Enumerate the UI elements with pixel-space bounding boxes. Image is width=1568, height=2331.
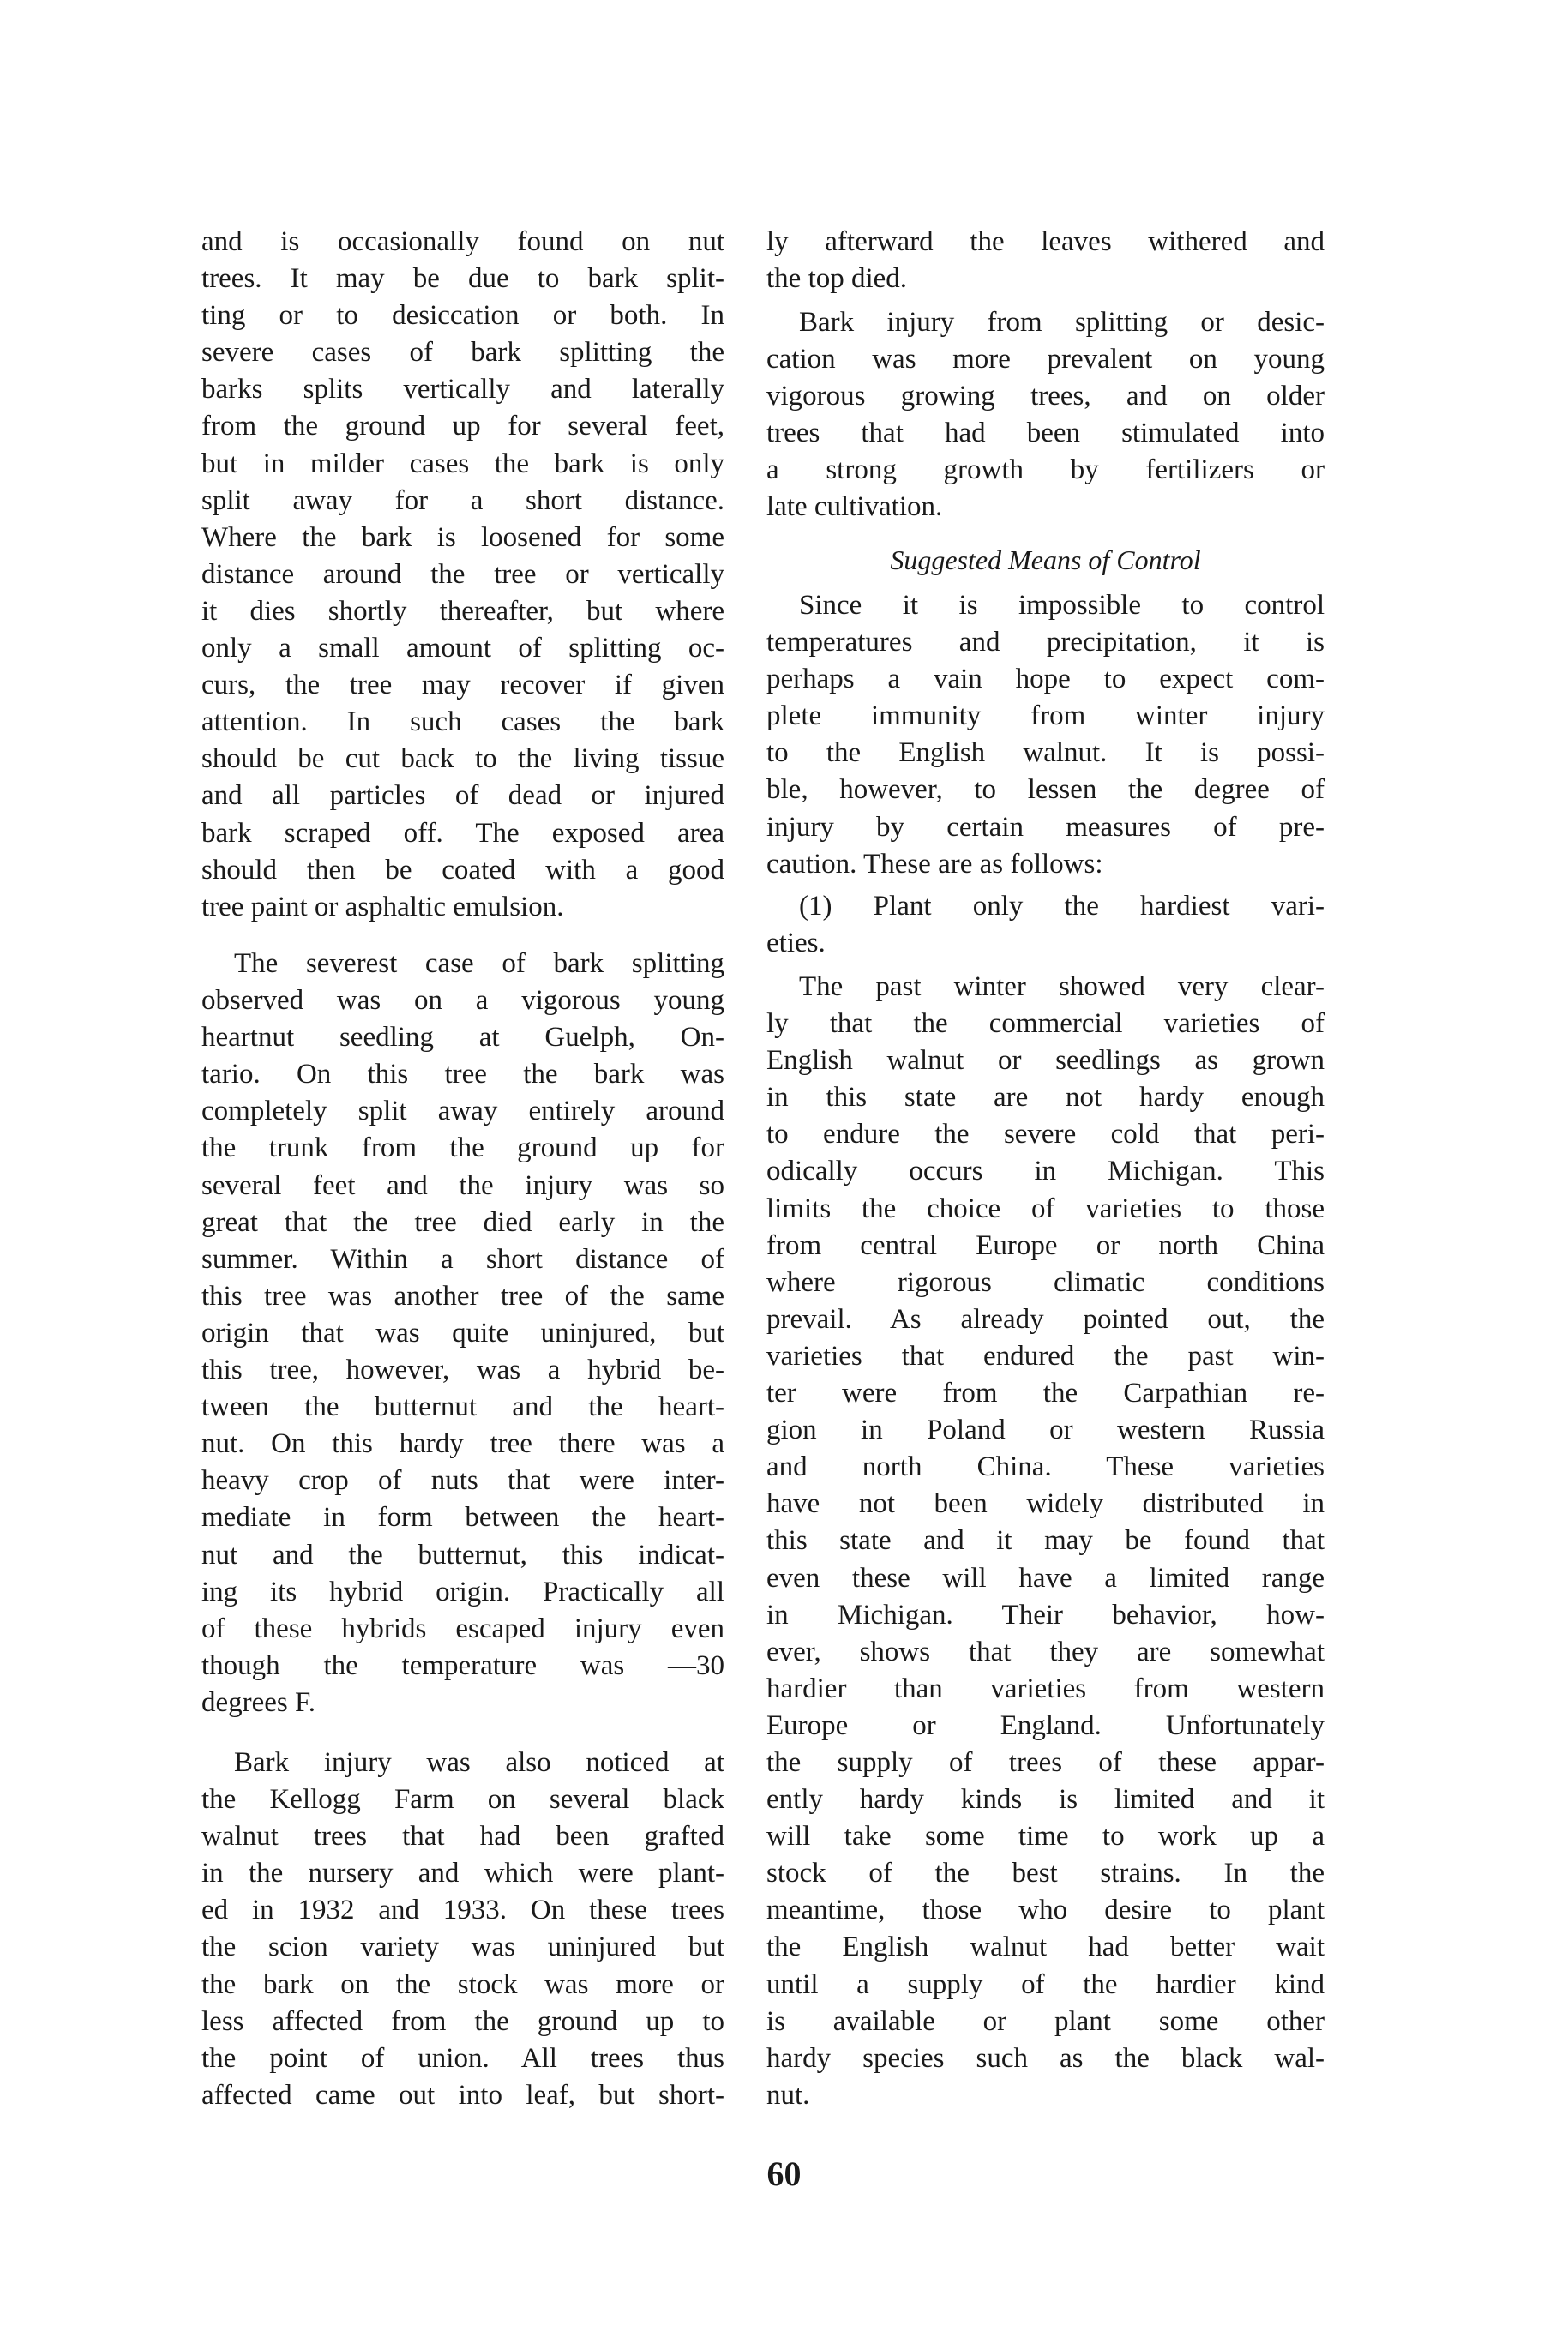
text-line: curs, the tree may recover if given (201, 670, 724, 701)
text-line: injury by certain measures of pre- (766, 811, 1325, 843)
text-line: of these hybrids escaped injury even (201, 1613, 724, 1644)
text-line: Bark injury from splitting or desic- (799, 307, 1325, 338)
text-line: ed in 1932 and 1933. On these trees (201, 1895, 724, 1926)
text-line: hardy species such as the black wal- (766, 2042, 1325, 2074)
text-line: perhaps a vain hope to expect com- (766, 664, 1325, 695)
text-line: from the ground up for several feet, (201, 411, 724, 442)
text-line: this tree was another tree of the same (201, 1280, 724, 1312)
text-line: the top died. (766, 263, 908, 295)
text-line: will take some time to work up a (766, 1821, 1325, 1853)
text-line: ing its hybrid origin. Practically all (201, 1576, 724, 1607)
text-line: barks splits vertically and laterally (201, 374, 724, 406)
text-line: stock of the best strains. In the (766, 1858, 1325, 1889)
text-line: eties. (766, 928, 826, 959)
text-line: observed was on a vigorous young (201, 985, 724, 1017)
page-number: 60 (766, 2154, 802, 2193)
text-line: until a supply of the hardier kind (766, 1968, 1325, 2000)
text-line: trees. It may be due to bark split- (201, 263, 724, 295)
text-line: ter were from the Carpathian re- (766, 1378, 1325, 1409)
text-line: have not been widely distributed in (766, 1488, 1325, 1520)
text-line: great that the tree died early in the (201, 1206, 724, 1238)
text-line: walnut trees that had been grafted (201, 1821, 724, 1853)
text-line: nut. (766, 2079, 810, 2111)
text-line: ble, however, to lessen the degree of (766, 774, 1325, 806)
text-line: and all particles of dead or injured (201, 780, 724, 812)
text-line: the bark on the stock was more or (201, 1968, 724, 2000)
text-line: affected came out into leaf, but short- (201, 2079, 724, 2111)
text-line: nut and the butternut, this indicat- (201, 1539, 724, 1571)
text-line: mediate in form between the heart- (201, 1502, 724, 1534)
text-line: ly afterward the leaves withered and (766, 226, 1325, 257)
text-line: heartnut seedling at Guelph, On- (201, 1022, 724, 1054)
text-line: split away for a short distance. (201, 484, 724, 516)
text-line: vigorous growing trees, and on older (766, 381, 1325, 412)
text-line: varieties that endured the past win- (766, 1340, 1325, 1372)
text-line: ting or to desiccation or both. In (201, 300, 724, 332)
text-line: Since it is impossible to control (799, 590, 1325, 621)
text-line: limits the choice of varieties to those (766, 1193, 1325, 1224)
text-line: late cultivation. (766, 491, 943, 523)
text-line: (1) Plant only the hardiest vari- (799, 891, 1325, 922)
text-line: in Michigan. Their behavior, how- (766, 1599, 1325, 1631)
paragraph (201, 946, 724, 1721)
text-line: distance around the tree or vertically (201, 558, 724, 590)
text-line: odically occurs in Michigan. This (766, 1156, 1325, 1187)
text-line: Bark injury was also noticed at (234, 1747, 724, 1778)
text-line: though the temperature was —30 (201, 1649, 724, 1681)
text-line: less affected from the ground up to (201, 2005, 724, 2037)
text-line: the point of union. All trees thus (201, 2042, 724, 2074)
text-line: ly that the commercial varieties of (766, 1008, 1325, 1040)
paragraph (766, 224, 1325, 297)
text-line: summer. Within a short distance of (201, 1243, 724, 1275)
text-line: prevail. As already pointed out, the (766, 1303, 1325, 1335)
text-line: hardier than varieties from western (766, 1673, 1325, 1704)
text-line: tario. On this tree the bark was (201, 1059, 724, 1090)
text-line: gion in Poland or western Russia (766, 1415, 1325, 1446)
paragraph (201, 1745, 724, 2114)
text-line: ever, shows that they are somewhat (766, 1636, 1325, 1667)
text-line: the supply of trees of these appar- (766, 1746, 1325, 1778)
text-line: nut. On this hardy tree there was a (201, 1428, 724, 1460)
text-line: several feet and the injury was so (201, 1169, 724, 1201)
section-heading: Suggested Means of Control (890, 544, 1201, 575)
text-line: the Kellogg Farm on several black (201, 1784, 724, 1816)
paragraph (201, 224, 724, 926)
text-line: to the English walnut. It is possi- (766, 737, 1325, 769)
text-line: the trunk from the ground up for (201, 1132, 724, 1164)
text-line: in this state are not hardy enough (766, 1082, 1325, 1114)
text-line: attention. In such cases the bark (201, 706, 724, 738)
text-line: The severest case of bark splitting (234, 948, 724, 979)
text-line: tree paint or asphaltic emulsion. (201, 891, 564, 922)
text-line: tween the butternut and the heart- (201, 1391, 724, 1423)
text-line: this state and it may be found that (766, 1525, 1325, 1557)
text-line: where rigorous climatic conditions (766, 1266, 1325, 1298)
text-line: degrees F. (201, 1686, 315, 1718)
text-line: severe cases of bark splitting the (201, 337, 724, 369)
paragraph (766, 304, 1325, 526)
paragraph (766, 888, 1325, 962)
text-line: but in milder cases the bark is only (201, 448, 724, 479)
text-line: from central Europe or north China (766, 1229, 1325, 1261)
text-line: heavy crop of nuts that were inter- (201, 1465, 724, 1497)
text-line: English walnut or seedlings as grown (766, 1045, 1325, 1077)
text-line: even these will have a limited range (766, 1562, 1325, 1594)
text-line: bark scraped off. The exposed area (201, 817, 724, 849)
text-line: should be cut back to the living tissue (201, 743, 724, 775)
text-line: caution. These are as follows: (766, 848, 1103, 880)
text-line: to endure the severe cold that peri- (766, 1119, 1325, 1150)
paragraph (766, 969, 1325, 2114)
text-line: temperatures and precipitation, it is (766, 627, 1325, 658)
text-line: and is occasionally found on nut (201, 226, 724, 257)
text-line: ently hardy kinds is limited and it (766, 1784, 1325, 1816)
text-line: this tree, however, was a hybrid be- (201, 1355, 724, 1386)
text-line: Where the bark is loosened for some (201, 521, 724, 553)
text-line: The past winter showed very clear- (799, 971, 1325, 1002)
text-line: only a small amount of splitting oc- (201, 633, 724, 664)
paragraph (766, 587, 1325, 883)
text-line: should then be coated with a good (201, 854, 724, 886)
text-line: and north China. These varieties (766, 1451, 1325, 1483)
text-line: the English walnut had better wait (766, 1931, 1325, 1963)
text-line: it dies shortly thereafter, but where (201, 595, 724, 627)
text-line: Europe or England. Unfortunately (766, 1709, 1325, 1741)
text-line: trees that had been stimulated into (766, 418, 1325, 449)
text-line: plete immunity from winter injury (766, 700, 1325, 732)
text-line: completely split away entirely around (201, 1096, 724, 1127)
text-line: a strong growth by fertilizers or (766, 454, 1325, 486)
text-line: the scion variety was uninjured but (201, 1931, 724, 1963)
text-line: cation was more prevalent on young (766, 344, 1325, 375)
text-line: in the nursery and which were plant- (201, 1858, 724, 1889)
text-line: is available or plant some other (766, 2005, 1325, 2037)
text-line: origin that was quite uninjured, but (201, 1317, 724, 1349)
text-line: meantime, those who desire to plant (766, 1895, 1325, 1926)
